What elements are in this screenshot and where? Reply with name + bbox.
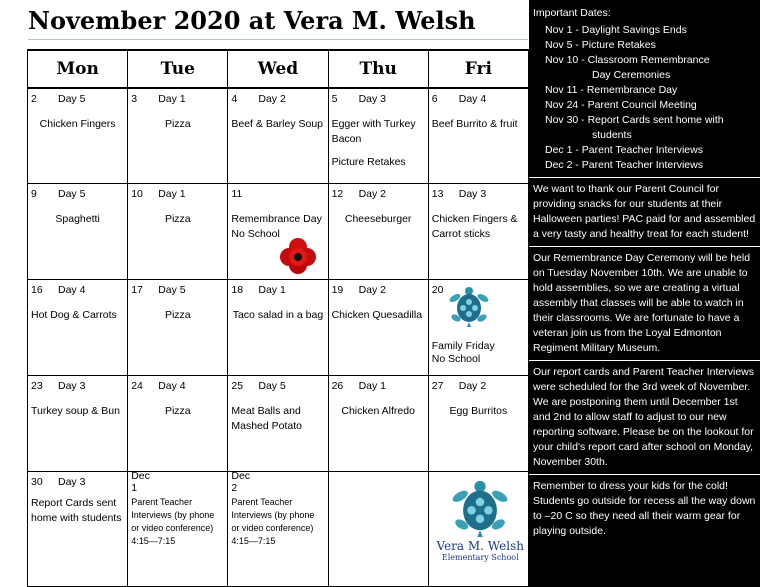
date-number: Dec 2 <box>231 470 251 495</box>
day-header-tue: Tue <box>128 50 228 88</box>
day-label: Day 1 <box>158 188 186 201</box>
calendar-cell <box>428 376 528 472</box>
meal-text: Cheeseburger <box>344 213 412 226</box>
remembrance-note: Our Remembrance Day Ceremony will be held on Tuesday November 10th. We are unable to hold assemblies, so we are creating a virtual assembly that classes will be able to watch in their classrooms. We are fortunate to have a veteran join us from the Loyal Edmonton Regiment Military Museum. <box>533 252 751 354</box>
date-item: Nov 5 - Picture Retakes <box>545 39 656 51</box>
day-label: Day 3 <box>58 476 86 489</box>
date-item: Nov 24 - Parent Council Meeting <box>545 99 697 111</box>
date-number: 18 <box>231 284 244 297</box>
calendar-cell <box>228 88 328 184</box>
date-number: 27 <box>431 380 444 393</box>
day-label: Day 2 <box>358 188 386 201</box>
date-number: 5 <box>331 93 338 105</box>
calendar-cell <box>228 184 328 280</box>
event-text: No School <box>231 228 280 241</box>
calendar-cell <box>28 184 128 280</box>
meal-text: Egg Burritos <box>449 405 508 418</box>
date-item: Nov 11 - Remembrance Day <box>545 84 678 96</box>
day-label: Day 5 <box>58 188 86 201</box>
lunch-calendar <box>27 49 529 587</box>
date-number: 24 <box>131 380 143 393</box>
calendar-cell <box>128 280 228 376</box>
important-dates-panel <box>529 0 760 587</box>
date-number: 11 <box>231 188 243 201</box>
event-text: Picture Retakes <box>331 156 406 168</box>
meal-text: Pizza <box>164 118 191 130</box>
meal-text: Pizza <box>164 213 191 226</box>
calendar-cell <box>228 472 328 587</box>
meal-text: Hot Dog & Carrots <box>31 309 117 322</box>
date-number: 12 <box>331 188 344 201</box>
calendar-cell <box>128 184 228 280</box>
calendar-cell <box>328 280 428 376</box>
date-item: Dec 1 - Parent Teacher Interviews <box>545 144 703 156</box>
date-number: 13 <box>431 188 444 201</box>
meal-text: Turkey soup & Bun <box>31 405 120 418</box>
divider <box>529 360 760 361</box>
meal-text: Remembrance Day <box>231 213 322 226</box>
meal-text: Spaghetti <box>55 213 100 226</box>
day-label: Day 1 <box>358 380 386 393</box>
week-row <box>28 376 529 472</box>
school-logo <box>433 478 528 578</box>
calendar-cell <box>328 472 428 587</box>
date-number: 2 <box>31 93 37 105</box>
calendar-cell <box>128 88 228 184</box>
meal-text: Chicken Alfredo <box>341 405 415 418</box>
calendar-cell <box>228 376 328 472</box>
calendar-cell <box>28 88 128 184</box>
date-number: 16 <box>31 284 43 297</box>
date-item: Nov 1 - Daylight Savings Ends <box>545 24 687 36</box>
day-label: Day 4 <box>158 380 186 393</box>
dress-warm-note: Remember to dress your kids for the cold! Students go outside for recess all the way down to –20 C so they need all their warm gear for playing outside. <box>533 480 756 537</box>
day-label: Day 3 <box>458 188 487 201</box>
day-label: Day 5 <box>158 284 186 297</box>
meal-text: Pizza <box>164 309 191 322</box>
calendar-cell <box>128 472 228 587</box>
event-text: Parent Teacher Interviews (by phone or video conference) 4:15—7:15 <box>131 497 215 547</box>
turtle-icon <box>447 286 491 328</box>
day-label: Day 2 <box>358 284 386 297</box>
date-number: 30 <box>31 476 43 489</box>
date-number: 25 <box>231 380 244 393</box>
day-label: Day 1 <box>258 284 286 297</box>
event-text: Parent Teacher Interviews (by phone or video conference) 4:15—7:15 <box>231 497 315 547</box>
title-underline <box>28 39 528 40</box>
date-number: Dec 1 <box>131 470 150 495</box>
calendar-cell <box>428 472 528 587</box>
day-header-fri: Fri <box>428 50 528 88</box>
date-number: 6 <box>431 93 438 105</box>
meal-text: Report Cards sent home with students <box>31 497 122 525</box>
date-number: 9 <box>31 188 37 201</box>
calendar-cell <box>328 376 428 472</box>
date-number: 17 <box>131 284 143 297</box>
logo-school-type: Elementary School <box>441 553 519 563</box>
turtle-logo-icon <box>449 478 511 540</box>
calendar-cell <box>428 280 528 376</box>
calendar-cell <box>428 184 528 280</box>
logo-school-name: Vera M. Welsh <box>436 539 524 554</box>
calendar-cell <box>28 376 128 472</box>
important-dates-list <box>533 23 756 173</box>
calendar-cell <box>328 184 428 280</box>
date-item: Nov 30 - Report Cards sent home with students <box>545 114 724 141</box>
meal-text: Chicken Quesadilla <box>331 309 423 322</box>
calendar-cell <box>28 472 128 587</box>
meal-text: Meat Balls and Mashed Potato <box>231 405 303 433</box>
divider <box>529 474 760 475</box>
meal-text: Chicken Fingers <box>39 118 116 130</box>
day-label: Day 4 <box>458 93 487 105</box>
day-label: Day 1 <box>158 93 186 105</box>
date-number: 3 <box>131 93 138 105</box>
day-label: Day 2 <box>258 93 286 105</box>
calendar-cell <box>428 88 528 184</box>
event-text: No School <box>431 353 481 366</box>
important-dates-heading: Important Dates: <box>533 7 611 19</box>
event-text: Family Friday <box>431 340 495 353</box>
date-number: 20 <box>431 284 444 297</box>
week-row <box>28 88 529 184</box>
meal-text: Chicken Fingers & Carrot sticks <box>431 213 518 241</box>
date-number: 19 <box>331 284 344 297</box>
day-header-mon: Mon <box>28 50 128 88</box>
calendar-cell <box>128 376 228 472</box>
date-item: Nov 10 - Classroom Remembrance Day Ceremonies <box>545 54 710 81</box>
date-number: 10 <box>131 188 143 201</box>
date-number: 4 <box>231 93 238 105</box>
day-header-thu: Thu <box>328 50 428 88</box>
day-label: Day 4 <box>58 284 86 297</box>
meal-text: Egger with Turkey Bacon <box>331 118 416 145</box>
page-title: November 2020 at Vera M. Welsh <box>28 6 476 35</box>
meal-text: Pizza <box>164 405 191 418</box>
report-card-note: Our report cards and Parent Teacher Interviews were scheduled for the 3rd week of November. We are postponing them until December 1st and 2nd to allow staff to adjust to our new reporting software. Please be on the lookout for your child's report card after school on Monday, November 30th. <box>533 366 754 468</box>
divider <box>529 177 760 178</box>
day-label: Day 3 <box>58 380 86 393</box>
meal-text: Beef Burrito & fruit <box>431 118 518 130</box>
day-header-wed: Wed <box>228 50 328 88</box>
week-row <box>28 280 529 376</box>
date-number: 23 <box>31 380 43 393</box>
date-item: Dec 2 - Parent Teacher Interviews <box>545 159 703 171</box>
day-label: Day 5 <box>258 380 286 393</box>
day-label: Day 5 <box>58 93 86 105</box>
week-row <box>28 472 529 587</box>
divider <box>529 246 760 247</box>
date-number: 26 <box>331 380 344 393</box>
meal-text: Beef & Barley Soup <box>231 118 324 130</box>
week-row <box>28 184 529 280</box>
meal-text: Taco salad in a bag <box>232 309 324 322</box>
pac-thanks-note: We want to thank our Parent Council for providing snacks for our students at their Halloween parties! PAC paid for and assembled a very tasty and healthy treat for each student! <box>533 183 756 240</box>
calendar-cell <box>28 280 128 376</box>
day-label: Day 3 <box>358 93 386 105</box>
poppy-icon <box>278 238 318 276</box>
calendar-cell <box>228 280 328 376</box>
calendar-cell <box>328 88 428 184</box>
day-label: Day 2 <box>458 380 487 393</box>
